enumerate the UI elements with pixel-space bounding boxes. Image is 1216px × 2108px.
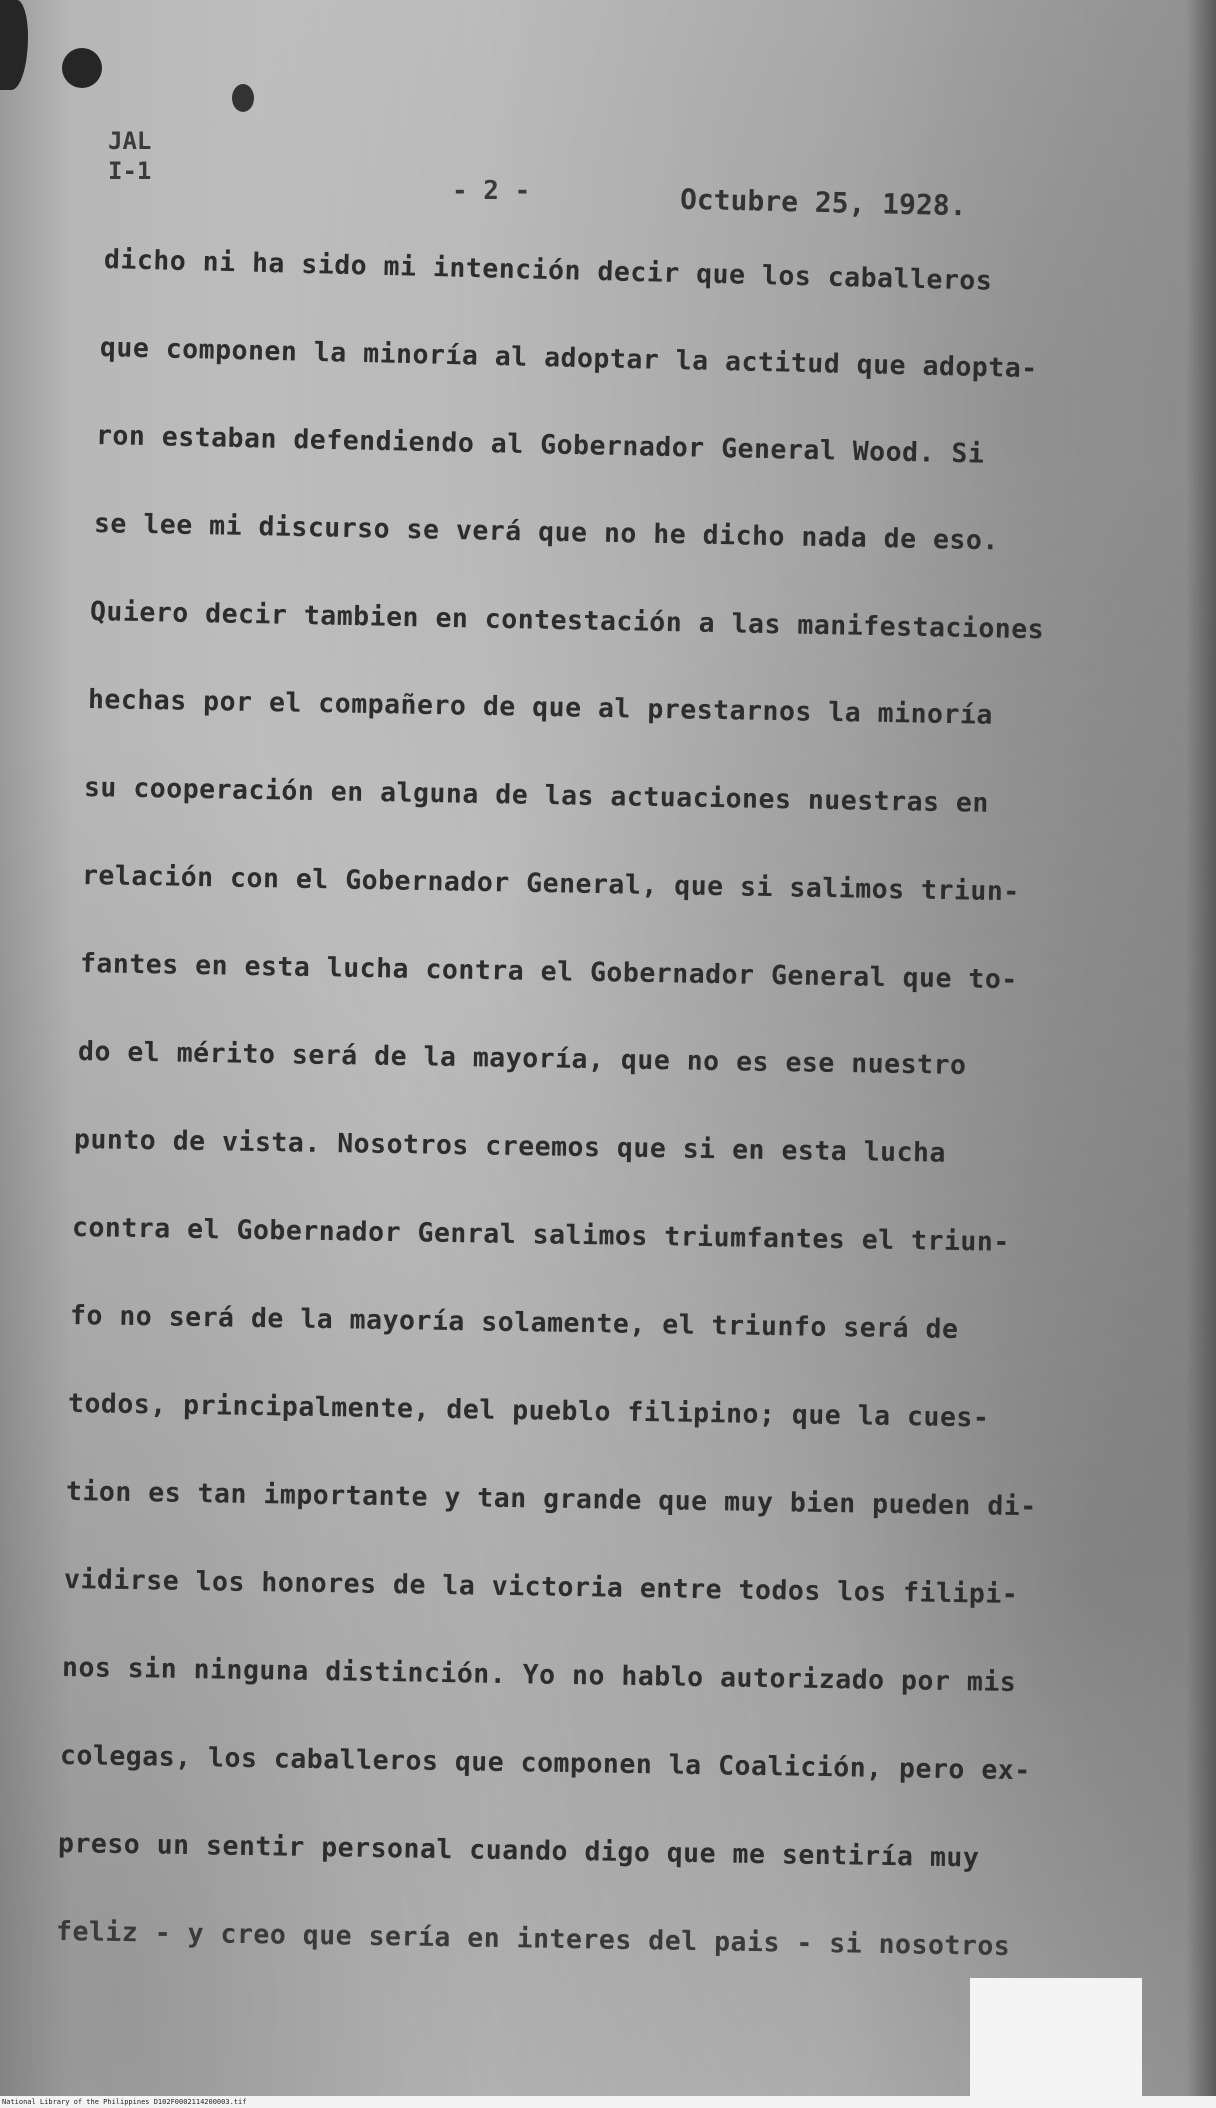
text-line: colegas, los caballeros que componen la Coalición, pero ex- bbox=[59, 1740, 1031, 1787]
text-line: Quiero decir tambien en contestación a las manifestaciones bbox=[89, 596, 1045, 646]
text-line: todos, principalmente, del pueblo filipino; que la cues- bbox=[67, 1388, 990, 1434]
text-line: fo no será de la mayoría solamente, el triunfo será de bbox=[69, 1300, 959, 1345]
text-line: vidirse los honores de la victoria entre todos los filipi- bbox=[63, 1564, 1019, 1610]
initials-line-1: JAL bbox=[108, 127, 152, 155]
page-number: - 2 - bbox=[452, 176, 531, 206]
page-edge-shadow bbox=[1186, 0, 1216, 2108]
archive-footer: National Library of the Philippines D102F0002114200003.tif bbox=[0, 2096, 1216, 2108]
text-line: fantes en esta lucha contra el Gobernador General que to- bbox=[79, 948, 1019, 996]
text-line: se lee mi discurso se verá que no he dicho nada de eso. bbox=[93, 508, 1000, 557]
paper-patch bbox=[970, 1978, 1142, 2096]
text-line: tion es tan importante y tan grande que muy bien pueden di- bbox=[65, 1476, 1037, 1523]
text-line: do el mérito será de la mayoría, que no es ese nuestro bbox=[77, 1036, 967, 1081]
ink-blot bbox=[0, 0, 28, 90]
ink-blot bbox=[62, 48, 102, 88]
text-line: dicho ni ha sido mi intención decir que los caballeros bbox=[103, 244, 993, 297]
text-line: contra el Gobernador Genral salimos triumfantes el triun- bbox=[71, 1212, 1011, 1258]
text-line: preso un sentir personal cuando digo que me sentiría muy bbox=[57, 1828, 980, 1874]
text-line: relación con el Gobernador General, que si salimos triun- bbox=[81, 860, 1021, 908]
text-line: nos sin ninguna distinción. Yo no hablo autorizado por mis bbox=[61, 1652, 1017, 1698]
ink-blot bbox=[232, 84, 254, 112]
text-line: su cooperación en alguna de las actuaciones nuestras en bbox=[83, 772, 990, 819]
text-line: hechas por el compañero de que al prestarnos la minoría bbox=[87, 684, 994, 731]
text-line: ron estaban defendiendo al Gobernador General Wood. Si bbox=[95, 420, 985, 470]
initials-line-2: I-1 bbox=[108, 157, 152, 185]
text-line: que componen la minoría al adoptar la actitud que adopta- bbox=[99, 332, 1039, 385]
text-line: punto de vista. Nosotros creemos que si en esta lucha bbox=[73, 1124, 947, 1169]
header-initials bbox=[108, 126, 151, 186]
text-line: feliz - y creo que sería en interes del pais - si nosotros bbox=[55, 1916, 1011, 1962]
document-date: Octubre 25, 1928. bbox=[679, 182, 967, 223]
